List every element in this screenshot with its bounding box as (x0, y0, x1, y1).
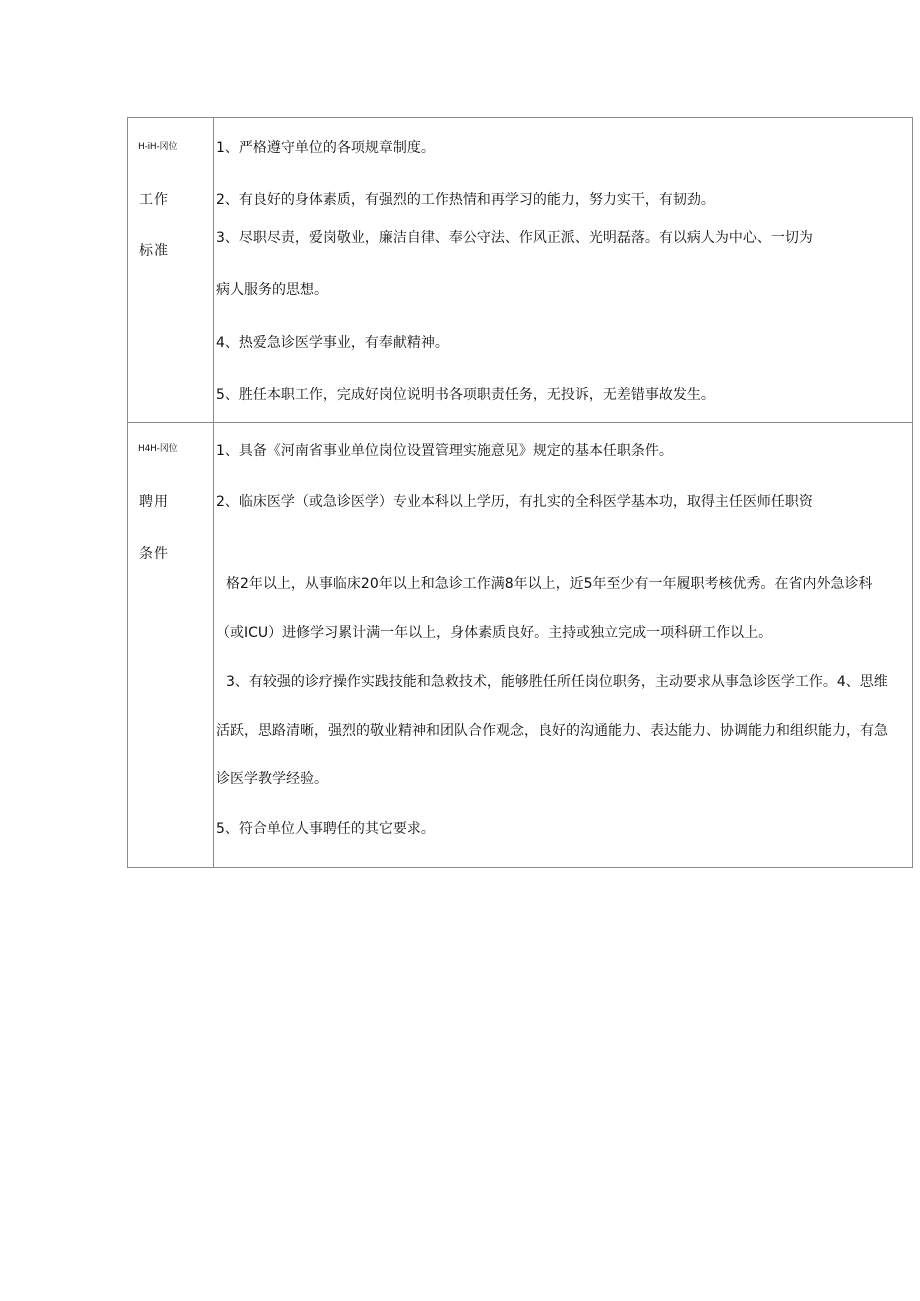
work-standard-label-line1: 工作 (139, 192, 169, 208)
work-standard-label-line2: 标准 (139, 243, 169, 259)
row-divider (128, 422, 912, 423)
work-standard-item: 2、有良好的身体素质，有强烈的工作热情和再学习的能力，努力实干，有韧劲。 (216, 192, 715, 208)
hire-condition-item: 5、符合单位人事聘任的其它要求。 (216, 821, 435, 837)
hire-conditions-label-line2: 条件 (139, 546, 169, 562)
hire-condition-item: （或ICU）进修学习累计满一年以上，身体素质良好。主持或独立完成一项科研工作以上。 (216, 625, 773, 641)
job-description-table (127, 117, 913, 868)
hire-conditions-label-line1: 聘用 (139, 494, 169, 510)
hire-condition-item: 诊医学教学经验。 (216, 771, 328, 787)
hire-condition-item: 1、具备《河南省事业单位岗位设置管理实施意见》规定的基本任职条件。 (216, 443, 673, 459)
hire-condition-item: 2、临床医学（或急诊医学）专业本科以上学历，有扎实的全科医学基本功，取得主任医师任职资 (216, 494, 813, 510)
hire-condition-item: 3、有较强的诊疗操作实践技能和急救技术，能够胜任所任岗位职务，主动要求从事急诊医学工作。4、思维 (226, 674, 888, 690)
work-standard-item: 1、严格遵守单位的各项规章制度。 (216, 140, 435, 156)
hire-condition-item: 活跃，思路清晰，强烈的敬业精神和团队合作观念，良好的沟通能力、表达能力、协调能力和组织能力，有急 (216, 723, 888, 739)
work-standard-item: 5、胜任本职工作，完成好岗位说明书各项职责任务，无投诉，无差错事故发生。 (216, 387, 715, 403)
hire-condition-item: 格2年以上，从事临床20年以上和急诊工作满8年以上，近5年至少有一年履职考核优秀。在省内外急诊科 (226, 576, 873, 592)
work-standard-header: H-iH-冈位 (138, 142, 178, 152)
work-standard-item: 3、尽职尽责，爱岗敬业，廉洁自律、奉公守法、作风正派、光明磊落。有以病人为中心、一切为 (216, 230, 813, 246)
work-standard-item: 病人服务的思想。 (216, 282, 328, 298)
work-standard-item: 4、热爱急诊医学事业，有奉献精神。 (216, 335, 449, 351)
column-divider (213, 118, 214, 867)
hire-conditions-header: H4H-冈位 (138, 444, 178, 454)
